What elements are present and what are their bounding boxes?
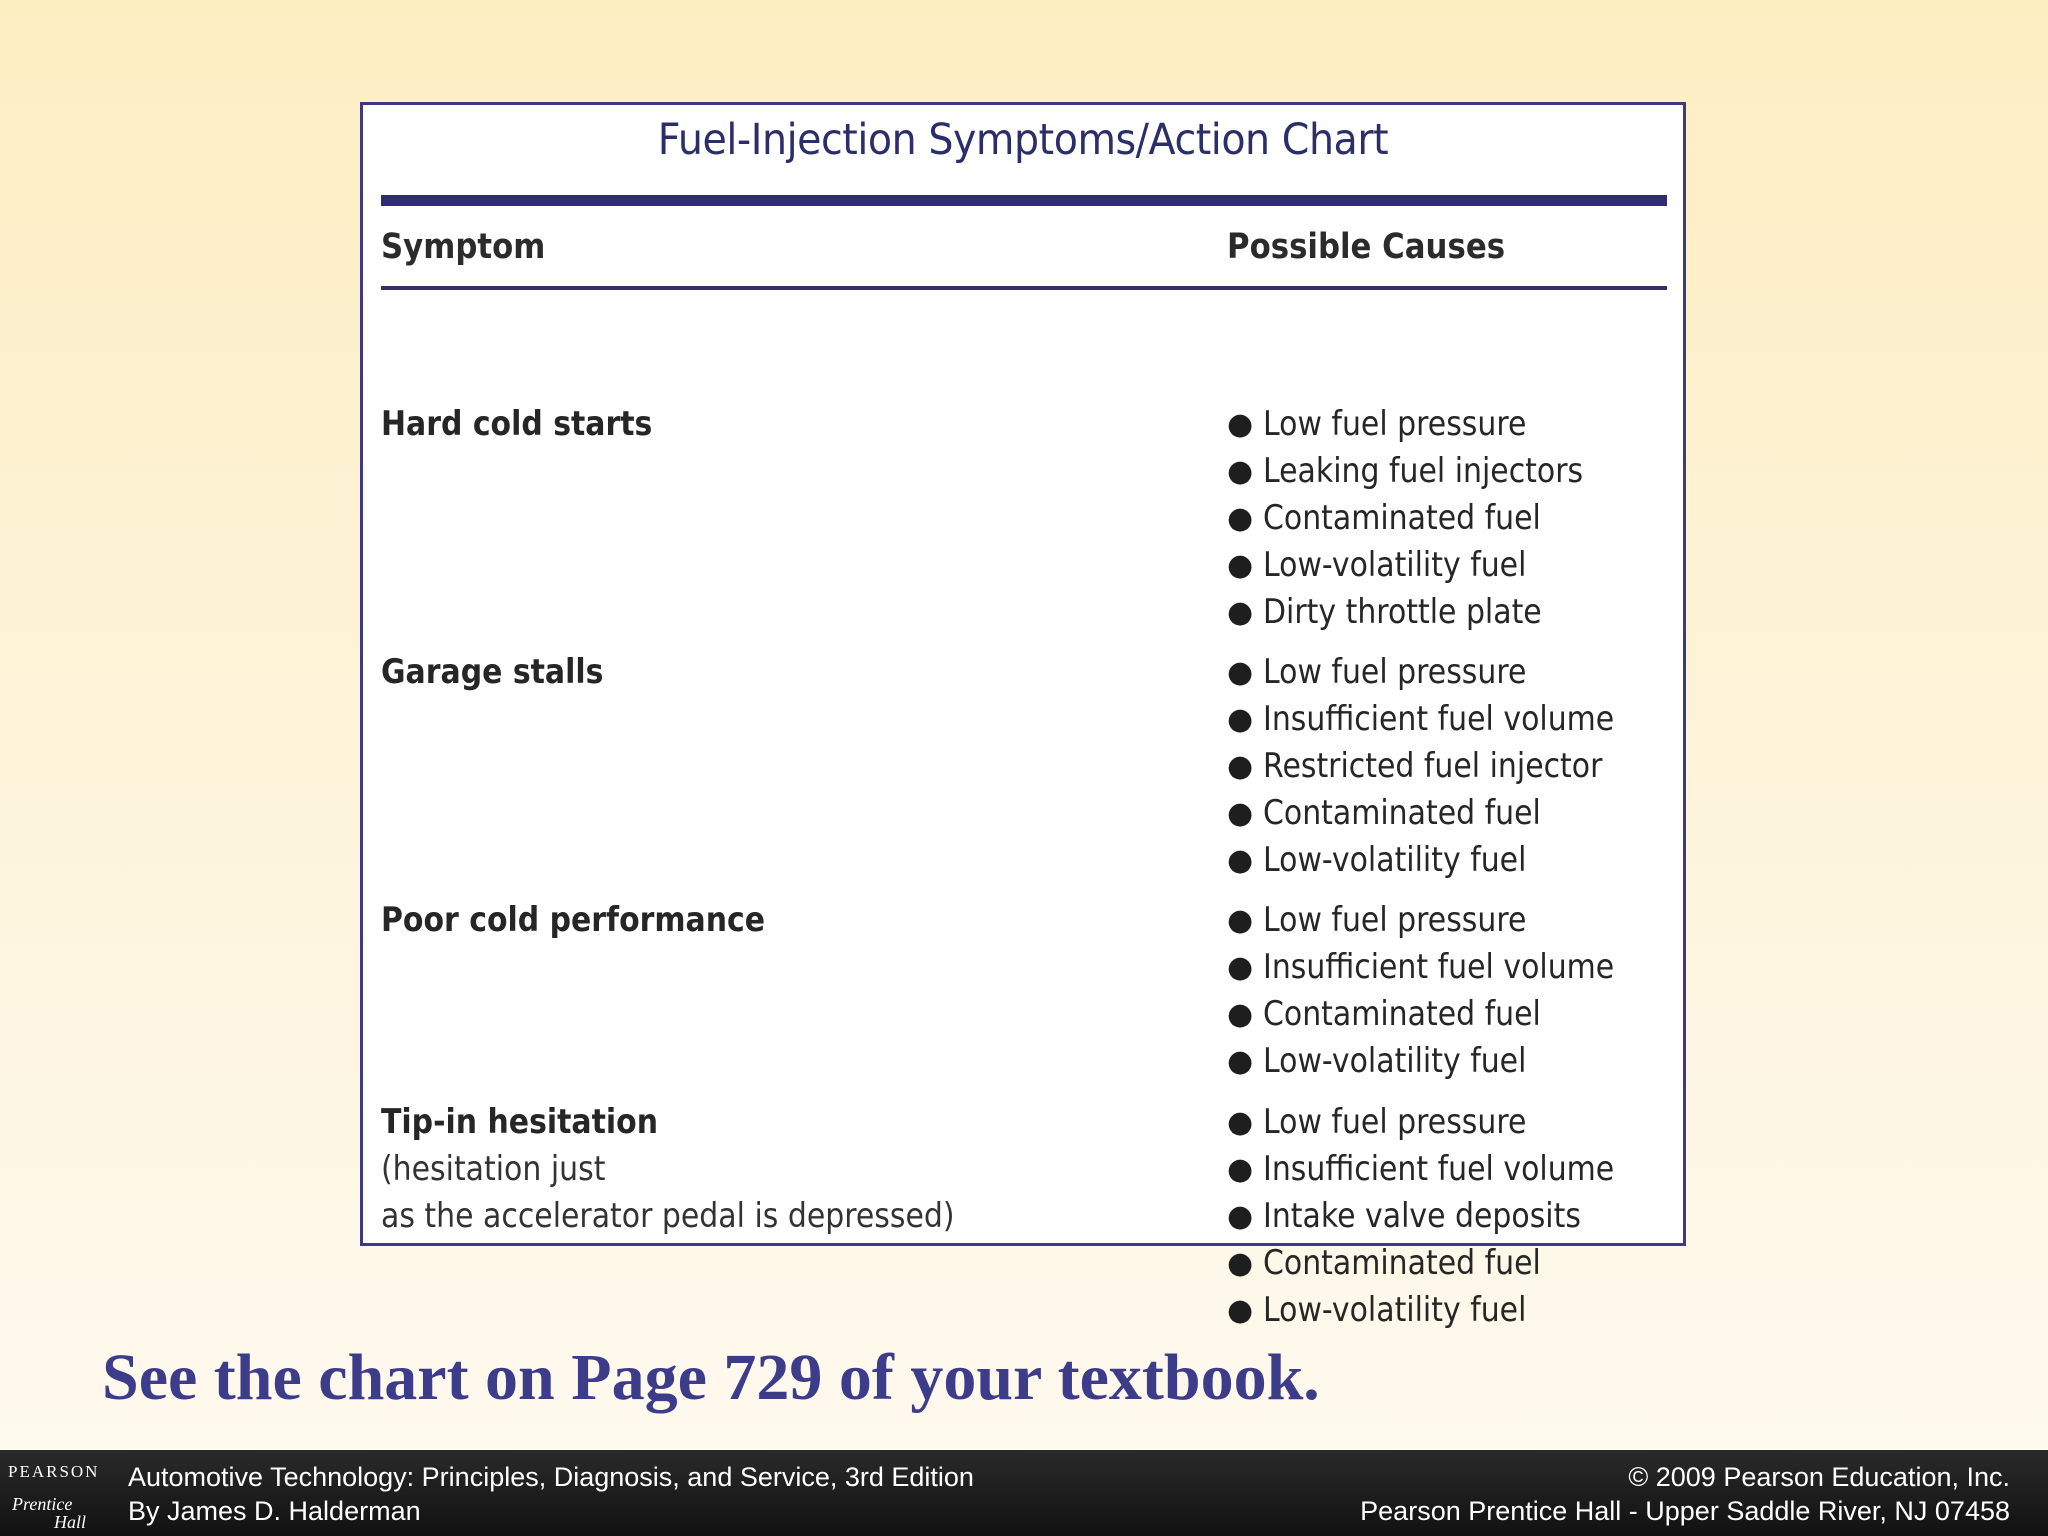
list-item: ● Low-volatility fuel xyxy=(1227,1038,1662,1085)
publisher: Pearson Prentice Hall - Upper Saddle River, NJ 07458 xyxy=(1360,1496,2010,1526)
bullet-icon: ● xyxy=(1227,950,1254,985)
symptom-cell xyxy=(381,649,1181,696)
list-item: ● Low-volatility fuel xyxy=(1227,837,1662,884)
chart-title: Fuel-Injection Symptoms/Action Chart xyxy=(657,115,1389,165)
bullet-icon: ● xyxy=(1227,997,1254,1032)
list-item: ● Low fuel pressure xyxy=(1227,401,1627,448)
bullet-icon: ● xyxy=(1227,1246,1254,1281)
causes-list xyxy=(1227,401,1627,636)
bullet-icon: ● xyxy=(1227,796,1254,831)
list-item: ● Dirty throttle plate xyxy=(1227,589,1627,636)
bullet-icon: ● xyxy=(1227,407,1254,442)
symptom-cell xyxy=(381,401,1181,448)
list-item: ● Contaminated fuel xyxy=(1227,991,1662,1038)
causes-list xyxy=(1227,1099,1662,1334)
list-item: ● Contaminated fuel xyxy=(1227,790,1662,837)
bullet-icon: ● xyxy=(1227,655,1254,690)
symptom-cell xyxy=(381,897,1181,944)
bullet-icon: ● xyxy=(1227,749,1254,784)
bullet-icon: ● xyxy=(1227,702,1254,737)
footer-publisher-info xyxy=(1360,1460,2010,1528)
bullet-icon: ● xyxy=(1227,1293,1254,1328)
footer-bar xyxy=(0,1450,2048,1536)
bullet-icon: ● xyxy=(1227,1105,1254,1140)
symptom-title: Garage stalls xyxy=(381,652,604,692)
list-item: ● Low-volatility fuel xyxy=(1227,1287,1662,1334)
bullet-icon: ● xyxy=(1227,843,1254,878)
list-item: ● Insufficient fuel volume xyxy=(1227,944,1662,991)
list-item: ● Low-volatility fuel xyxy=(1227,542,1627,589)
bullet-icon: ● xyxy=(1227,903,1254,938)
list-item: ● Low fuel pressure xyxy=(1227,649,1662,696)
symptom-cell xyxy=(381,1099,1181,1240)
bullet-icon: ● xyxy=(1227,1152,1254,1187)
chart-frame xyxy=(360,102,1686,1330)
list-item: ● Contaminated fuel xyxy=(1227,1240,1662,1287)
header-rule xyxy=(381,286,1667,290)
symptom-title: Tip-in hesitation xyxy=(381,1102,659,1142)
bullet-icon: ● xyxy=(1227,595,1254,630)
list-item: ● Intake valve deposits xyxy=(1227,1193,1662,1240)
list-item: ● Low fuel pressure xyxy=(1227,897,1662,944)
bullet-icon: ● xyxy=(1227,454,1254,489)
bullet-icon: ● xyxy=(1227,1199,1254,1234)
bullet-icon: ● xyxy=(1227,548,1254,583)
title-rule xyxy=(381,195,1667,206)
pearson-prentice-hall-logo: PEARSON Prentice Hall xyxy=(8,1462,100,1532)
table-header xyxy=(381,227,1667,267)
symptom-title: Hard cold starts xyxy=(381,404,653,444)
slide-caption: See the chart on Page 729 of your textbook. xyxy=(102,1341,1320,1414)
symptom-title: Poor cold performance xyxy=(381,900,766,940)
header-symptom: Symptom xyxy=(381,227,546,267)
symptom-note: as the accelerator pedal is depressed) xyxy=(381,1196,955,1236)
list-item: ● Restricted fuel injector xyxy=(1227,743,1662,790)
book-title: Automotive Technology: Principles, Diagnosis, and Service, 3rd Edition xyxy=(128,1462,974,1492)
causes-list xyxy=(1227,649,1662,884)
book-author: By James D. Halderman xyxy=(128,1496,421,1526)
causes-list xyxy=(1227,897,1662,1085)
copyright: © 2009 Pearson Education, Inc. xyxy=(1628,1462,2010,1492)
footer-book-info xyxy=(128,1460,974,1528)
list-item: ● Low fuel pressure xyxy=(1227,1099,1662,1146)
symptom-note: (hesitation just xyxy=(381,1149,606,1189)
list-item: ● Leaking fuel injectors xyxy=(1227,448,1627,495)
list-item: ● Insufficient fuel volume xyxy=(1227,696,1662,743)
list-item: ● Insufficient fuel volume xyxy=(1227,1146,1662,1193)
bullet-icon: ● xyxy=(1227,501,1254,536)
header-possible-causes: Possible Causes xyxy=(1227,227,1506,267)
bullet-icon: ● xyxy=(1227,1044,1254,1079)
list-item: ● Contaminated fuel xyxy=(1227,495,1627,542)
